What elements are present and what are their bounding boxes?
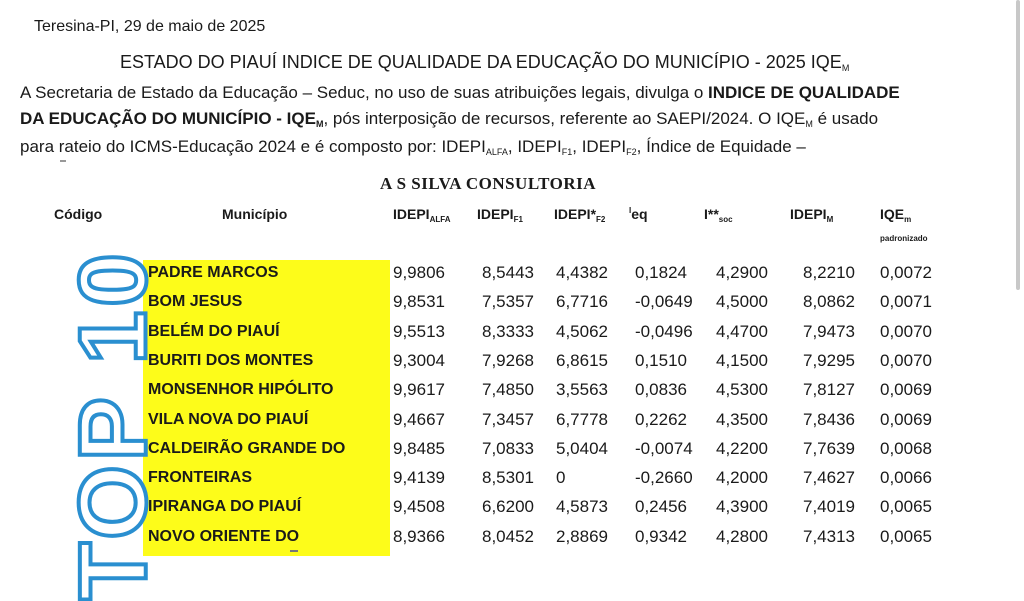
cell-alfa: 9,4667 [393, 409, 445, 429]
scrollbar[interactable] [1016, 0, 1020, 290]
cell-alfa: 9,5513 [393, 321, 445, 341]
cell-f1: 8,3333 [482, 321, 534, 341]
cell-eq: -0,2660 [635, 468, 693, 488]
cell-iqe: 0,0068 [880, 438, 932, 458]
header-iqe: $IQE_m$ [880, 206, 912, 224]
cell-soc: 4,3900 [716, 497, 768, 517]
cell-f1: 7,0833 [482, 438, 534, 458]
cell-alfa: 9,9806 [393, 263, 445, 282]
cell-f1: 8,5443 [482, 263, 534, 282]
cell-municipio: MONSENHOR HIPÓLITO [148, 381, 334, 399]
cell-iqe: 0,0070 [880, 350, 932, 370]
cell-soc: 4,1500 [716, 350, 768, 370]
cell-iqe: 0,0069 [880, 380, 932, 400]
cell-m: 7,4019 [803, 497, 855, 517]
cell-alfa: 9,9617 [393, 380, 445, 400]
cell-alfa: 9,8531 [393, 292, 445, 312]
cell-soc: 4,3500 [716, 409, 768, 429]
cell-f2: 2,8869 [556, 526, 608, 546]
cell-eq: 0,1510 [635, 350, 687, 370]
top10-label: TOP 10 [59, 249, 167, 601]
cell-eq: 0,9342 [635, 526, 687, 546]
cell-eq: -0,0074 [635, 438, 693, 458]
cell-municipio: PADRE MARCOS [148, 264, 279, 281]
cell-eq: 0,2262 [635, 409, 687, 429]
cell-m: 8,0862 [803, 292, 855, 312]
cell-f2: 4,4382 [556, 263, 608, 282]
text-fragment [60, 160, 66, 162]
cell-m: 7,7639 [803, 438, 855, 458]
cell-m: 7,8436 [803, 409, 855, 429]
cell-f2: 4,5873 [556, 497, 608, 517]
document-date: Teresina-PI, 29 de maio de 2025 [34, 18, 266, 35]
cell-municipio: BELÉM DO PIAUÍ [148, 322, 280, 340]
cell-eq: 0,0836 [635, 380, 687, 400]
cell-f1: 7,5357 [482, 292, 534, 312]
cell-m: 7,4313 [803, 526, 855, 546]
cell-f1: 8,5301 [482, 468, 534, 488]
cell-soc: 4,2800 [716, 526, 768, 546]
cell-alfa: 9,3004 [393, 350, 445, 370]
cell-iqe: 0,0072 [880, 263, 932, 282]
cell-m: 7,9473 [803, 321, 855, 341]
cell-f1: 8,0452 [482, 526, 534, 546]
cell-f2: 6,8615 [556, 350, 608, 370]
cell-iqe: 0,0070 [880, 321, 932, 341]
cell-municipio: CALDEIRÃO GRANDE DO [148, 439, 346, 457]
paragraph-line-2: DA EDUCAÇÃO DO MUNICÍPIO - $IQE_M$, pós interposição de recursos, referente ao SAEPI/2024. O $IQE_M$ é usado [20, 109, 879, 129]
cell-alfa: 9,4139 [393, 468, 445, 488]
cell-eq: 0,2456 [635, 497, 687, 517]
cell-f2: 4,5062 [556, 321, 608, 341]
cell-f2: 0 [556, 468, 566, 488]
cell-f2: 6,7716 [556, 292, 608, 312]
header-idepi-m: $IDEPI_M$ [790, 206, 834, 224]
cell-soc: 4,5300 [716, 380, 768, 400]
cell-municipio: BOM JESUS [148, 293, 243, 311]
header-codigo: Código [54, 206, 103, 222]
cell-alfa: 9,8485 [393, 438, 445, 458]
cell-alfa: 8,9366 [393, 526, 445, 546]
cell-f2: 6,7778 [556, 409, 608, 429]
cell-municipio: NOVO ORIENTE DO [148, 527, 300, 545]
cell-f1: 7,4850 [482, 380, 534, 400]
cell-iqe: 0,0065 [880, 497, 932, 517]
cell-f1: 6,6200 [482, 497, 534, 517]
header-iqe-note: padronizado [880, 234, 928, 243]
cell-m: 7,4627 [803, 468, 855, 488]
cell-soc: 4,2900 [716, 263, 768, 282]
text-fragment [290, 550, 298, 552]
header-isoc: $I**_{soc}$ [704, 206, 733, 224]
cell-f2: 3,5563 [556, 380, 608, 400]
cell-f1: 7,3457 [482, 409, 534, 429]
header-municipio: Município [222, 206, 288, 222]
cell-m: 8,2210 [803, 263, 855, 282]
header-ieq: $^I$eq [629, 206, 648, 222]
cell-eq: -0,0649 [635, 292, 693, 312]
paragraph-line-3: para rateio do ICMS-Educação 2024 e é composto por: $IDEPI_{ALFA}$, $IDEPI_{F1}$, $IDEPI_{F2}$, Índice de Equidade – [20, 137, 806, 157]
cell-municipio: FRONTEIRAS [148, 469, 252, 487]
cell-municipio: VILA NOVA DO PIAUÍ [148, 410, 309, 428]
cell-m: 7,8127 [803, 380, 855, 400]
cell-eq: -0,0496 [635, 321, 693, 341]
paragraph-line-1: A Secretaria de Estado da Educação – Seduc, no uso de suas atribuições legais, divulga o INDICE DE QUALIDADE [20, 83, 900, 102]
cell-f1: 7,9268 [482, 350, 534, 370]
cell-eq: 0,1824 [635, 263, 687, 282]
cell-alfa: 9,4508 [393, 497, 445, 517]
document-title: ESTADO DO PIAUÍ INDICE DE QUALIDADE DA EDUCAÇÃO DO MUNICÍPIO - 2025 $IQE_M$ [120, 52, 850, 73]
cell-m: 7,9295 [803, 350, 855, 370]
cell-municipio: BURITI DOS MONTES [148, 351, 314, 369]
cell-iqe: 0,0071 [880, 292, 932, 312]
cell-iqe: 0,0065 [880, 526, 932, 546]
cell-soc: 4,4700 [716, 321, 768, 341]
header-idepi-f1: $IDEPI_{F1}$ [477, 206, 523, 224]
cell-municipio: IPIRANGA DO PIAUÍ [148, 498, 302, 516]
header-idepi-alfa: $IDEPI_{ALFA}$ [393, 206, 451, 224]
header-idepi-f2: $IDEPI*_{F2}$ [554, 206, 606, 224]
cell-soc: 4,2000 [716, 468, 768, 488]
cell-iqe: 0,0066 [880, 468, 932, 488]
cell-soc: 4,5000 [716, 292, 768, 312]
cell-soc: 4,2200 [716, 438, 768, 458]
cell-f2: 5,0404 [556, 438, 608, 458]
cell-iqe: 0,0069 [880, 409, 932, 429]
consultoria-heading: A S SILVA CONSULTORIA [380, 174, 597, 193]
